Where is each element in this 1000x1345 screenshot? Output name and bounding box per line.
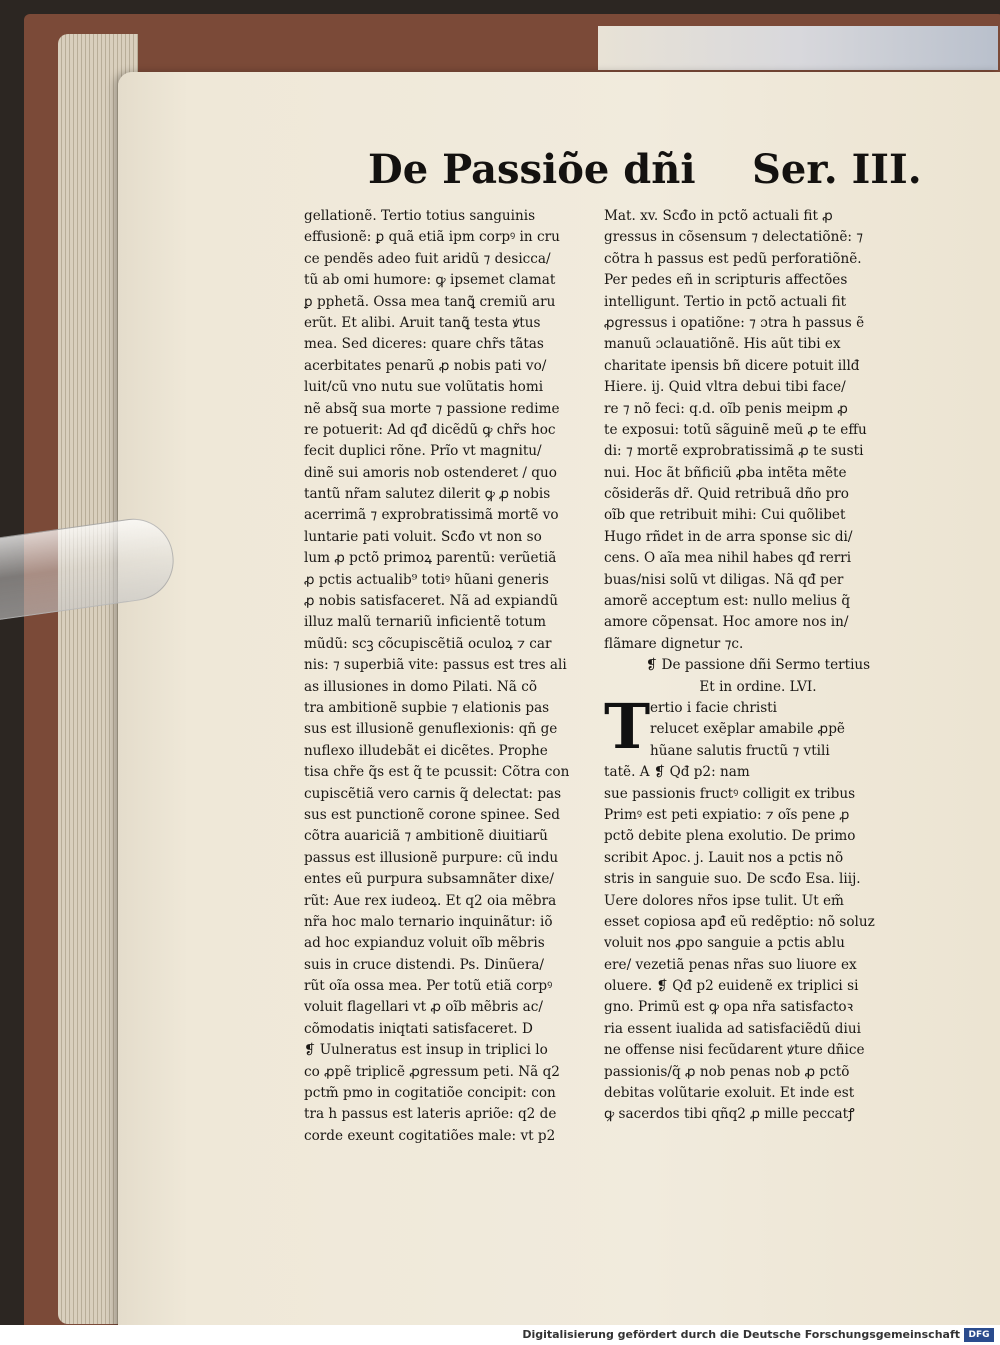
text-line: tisa chr̃e q̃s est q̃ te pcussit: Cõtra con xyxy=(304,764,570,781)
text-line: sue passionis fructꝰ colligit ex tribus xyxy=(604,785,856,802)
text-line: cõsiderãs dr̃. Quid retribuã dño pro xyxy=(604,486,849,503)
text-line: re potuerit: Ad qđ dicẽdũ ꝙ chr̃s hoc xyxy=(304,421,556,438)
text-line: cens. O aĩa mea nihil habes qđ rerri xyxy=(604,550,852,567)
text-line: tra ambitionẽ supbie ⁊ elationis pas xyxy=(304,699,550,716)
decorated-initial-letter: T xyxy=(604,689,651,763)
sermon-heading xyxy=(604,655,912,698)
text-line: Primꝰ est peti expiatio: ⁊ oĩs pene ꝓ xyxy=(604,806,850,823)
text-line: sus est illusionẽ genuflexionis: qñ ge xyxy=(304,721,558,738)
text-line: mea. Sed diceres: quare chr̃s tãtas xyxy=(304,336,544,353)
dfg-logo: DFG xyxy=(964,1328,994,1342)
text-line: tũ ab omi humore: ꝙ ipsemet clamat xyxy=(304,272,556,289)
text-line: stris in sanguie suo. De scđo Esa. liij. xyxy=(604,871,861,888)
text-line: buas/nisi solũ vt diligas. Nã qđ per xyxy=(604,571,844,588)
footer-bar xyxy=(0,1325,1000,1345)
text-line: rũt: Aue rex iudeoꝝ. Et q2 oia mẽbra xyxy=(304,892,557,909)
text-line: tra h passus est lateris apriõe: q2 de xyxy=(304,1106,557,1123)
text-line: charitate ipensis bñ dicere potuit illđ xyxy=(604,357,860,374)
text-line: mũdũ: scꝫ cõcupiscẽtiã oculoꝝ ⁊ car xyxy=(304,635,552,652)
text-line: te exposui: totũ sãguinẽ meũ ꝓ te effu xyxy=(604,421,867,438)
text-line: gellationẽ. Tertio totius sanguinis xyxy=(304,208,536,224)
text-line: re ⁊ nõ feci: q.d. oĩb penis meipm ꝓ xyxy=(604,400,848,417)
text-line: flãmare dignetur ⁊c. xyxy=(604,635,744,652)
text-line: ꝑ pphetã. Ossa mea tanꝗ̃ cremiũ aru xyxy=(304,293,556,310)
text-line: amorẽ acceptum est: nullo melius q̃ xyxy=(604,593,851,610)
text-line: passionis/q̃ ꝓ nob penas nob ꝓ pctõ xyxy=(604,1063,850,1080)
text-line: Per pedes eñ in scripturis affectões xyxy=(604,272,848,289)
text-line: cupiscẽtiã vero carnis q̃ delectat: pas xyxy=(304,785,562,802)
text-line: fecit duplici rõne. Prĩo vt magnitu/ xyxy=(304,443,542,460)
text-line: Uere dolores nr̃os ipse tulit. Ut em̃ xyxy=(604,892,844,909)
text-line: pctm̃ pmo in cogitatiõe concipit: con xyxy=(304,1085,556,1102)
text-line: sus est punctionẽ corone spinee. Sed xyxy=(304,806,560,823)
text-line: ꝓgressus i opatiõne: ⁊ ɔtra h passus ẽ xyxy=(604,314,865,331)
running-header xyxy=(368,146,922,206)
text-line: ere/ vezetiã penas nr̃as suo liuore ex xyxy=(604,956,857,973)
left-text-column xyxy=(304,206,604,1147)
text-line: dinẽ sui amoris nob ostenderet / quo xyxy=(304,464,557,481)
text-line: tantũ nr̃am salutez dilerit ꝙ ꝓ nobis xyxy=(304,486,551,503)
initial-paragraph xyxy=(604,689,912,784)
text-line: erũt. Et alibi. Aruit tanꝗ̃ testa ꝟtus xyxy=(304,314,541,331)
text-line: relucet exẽplar amabile ꝓpẽ xyxy=(650,721,845,738)
text-line: amore cõpensat. Hoc amore nos in/ xyxy=(604,614,849,631)
text-line: corde exeunt cogitatiões male: vt p2 xyxy=(304,1127,556,1144)
text-line: ce pendẽs adeo fuit aridũ ⁊ desicca/ xyxy=(304,250,551,267)
text-line: lum ꝓ pctõ primoꝝ parentũ: verũetiã xyxy=(304,550,557,567)
right-text-column xyxy=(604,206,912,1126)
bookmark-tab xyxy=(598,26,998,70)
footer-credit: Digitalisierung gefördert durch die Deutsche Forschungsgemeinschaft xyxy=(522,1328,960,1341)
text-line: ne offense nisi fecũdarent ꝟture dñice xyxy=(604,1042,865,1059)
text-line: voluit flagellari vt ꝓ oĩb mẽbris ac/ xyxy=(304,999,543,1016)
text-line: rũt oĩa ossa mea. Per totũ etiã corpꝰ xyxy=(304,978,553,995)
text-line: co ꝓpẽ triplicẽ ꝓgressum peti. Nã q2 xyxy=(304,1063,560,1080)
text-line: cõtra auariciã ⁊ ambitionẽ diuitiarũ xyxy=(304,828,548,845)
text-line: debitas volũtarie exoluit. Et inde est xyxy=(604,1085,855,1102)
text-line: manuũ ɔclauatiõnẽ. His aũt tibi ex xyxy=(604,336,841,353)
text-line: esset copiosa apđ eũ redẽptio: nõ soluz xyxy=(604,913,875,930)
text-line: luntarie pati voluit. Scđo vt non so xyxy=(304,528,542,545)
text-line: ꝓ nobis satisfaceret. Nã ad expiandũ xyxy=(304,593,558,610)
text-line: suis in cruce distendi. Ps. Dinũera/ xyxy=(304,956,545,973)
text-line: ertio i facie christi xyxy=(650,699,777,716)
text-line: Et in ordine. LVI. xyxy=(699,678,817,695)
text-line: nr̃a hoc malo ternario inquinãtur: iõ xyxy=(304,913,553,930)
text-line: ꝓ pctis actualib⁹ totiꝰ hũani generis xyxy=(304,571,549,588)
text-line: passus est illusionẽ purpure: cũ indu xyxy=(304,849,559,866)
text-line: as illusiones in domo Pilati. Nã cõ xyxy=(304,678,538,695)
text-line: ꝙ sacerdos tibi qñq2 ꝓ mille peccatꝭ xyxy=(604,1106,855,1123)
text-line: ria essent iualida ad satisfaciẽdũ diui xyxy=(604,1020,861,1037)
text-line: acerbitates penarũ ꝓ nobis pati vo/ xyxy=(304,357,547,374)
text-line: effusionẽ: ꝑ quã etiã ipm corpꝰ in cru xyxy=(304,229,560,246)
text-line: voluit nos ꝓpo sanguie a pctis ablu xyxy=(604,935,845,952)
right-column-top-text xyxy=(604,206,912,655)
text-line: gressus in cõsensum ⁊ delectatiõnẽ: ⁊ xyxy=(604,229,864,246)
right-column-bottom-text xyxy=(604,784,912,1126)
text-line: nẽ absq̃ sua morte ⁊ passione redime xyxy=(304,400,560,417)
text-line: tatẽ. A ❡ Qđ p2: nam xyxy=(604,764,750,781)
text-line: intelligunt. Tertio in pctõ actuali fit xyxy=(604,293,847,310)
text-line: cõmodatis iniqtati satisfaceret. D xyxy=(304,1020,533,1037)
text-line: cõtra h passus est pedũ perforatiõnẽ. xyxy=(604,250,862,267)
text-line: entes eũ purpura subsamnãter dixe/ xyxy=(304,871,554,888)
text-line: ❡ De passione dñi Sermo tertius xyxy=(645,657,871,674)
text-line: illuz malũ ternariũ inficientẽ totum xyxy=(304,614,546,631)
text-line: di: ⁊ mortẽ exprobratissimã ꝓ te susti xyxy=(604,443,864,460)
header-sermon-number: Ser. III. xyxy=(752,146,922,193)
text-line: nuflexo illudebãt ei dicẽtes. Prophe xyxy=(304,742,548,759)
text-line: Hiere. ij. Quid vltra debui tibi face/ xyxy=(604,379,846,396)
text-line: ❡ Uulneratus est insup in triplici lo xyxy=(304,1042,548,1059)
text-line: hũane salutis fructũ ⁊ vtili xyxy=(650,742,830,759)
text-line: pctõ debite plena exolutio. De primo xyxy=(604,828,856,845)
text-line: Hugo rñdet in de arra sponse sic di/ xyxy=(604,528,853,545)
text-line: nis: ⁊ superbiã vite: passus est tres ali xyxy=(304,657,567,674)
text-line: ad hoc expianduz voluit oĩb mẽbris xyxy=(304,935,545,952)
text-line: acerrimã ⁊ exprobratissimã mortẽ vo xyxy=(304,507,559,524)
text-line: oluere. ❡ Qđ p2 euidenẽ ex triplici si xyxy=(604,978,859,995)
text-line: scribit Apoc. j. Lauit nos a pctis nõ xyxy=(604,849,844,866)
text-line: oĩb que retribuit mihi: Cui quõlibet xyxy=(604,507,846,524)
text-line: Mat. xv. Scđo in pctõ actuali fit ꝓ xyxy=(604,208,833,224)
text-line: gno. Primũ est ꝙ opa nr̃a satisfactoꝛ xyxy=(604,999,854,1016)
header-title-left: De Passiõe dñi xyxy=(368,146,696,193)
text-line: nui. Hoc ãt bñficiũ ꝓba intẽta mẽte xyxy=(604,464,847,481)
text-line: luit/cũ vno nutu sue volũtatis homi xyxy=(304,379,544,396)
initial-paragraph-text xyxy=(604,689,912,784)
